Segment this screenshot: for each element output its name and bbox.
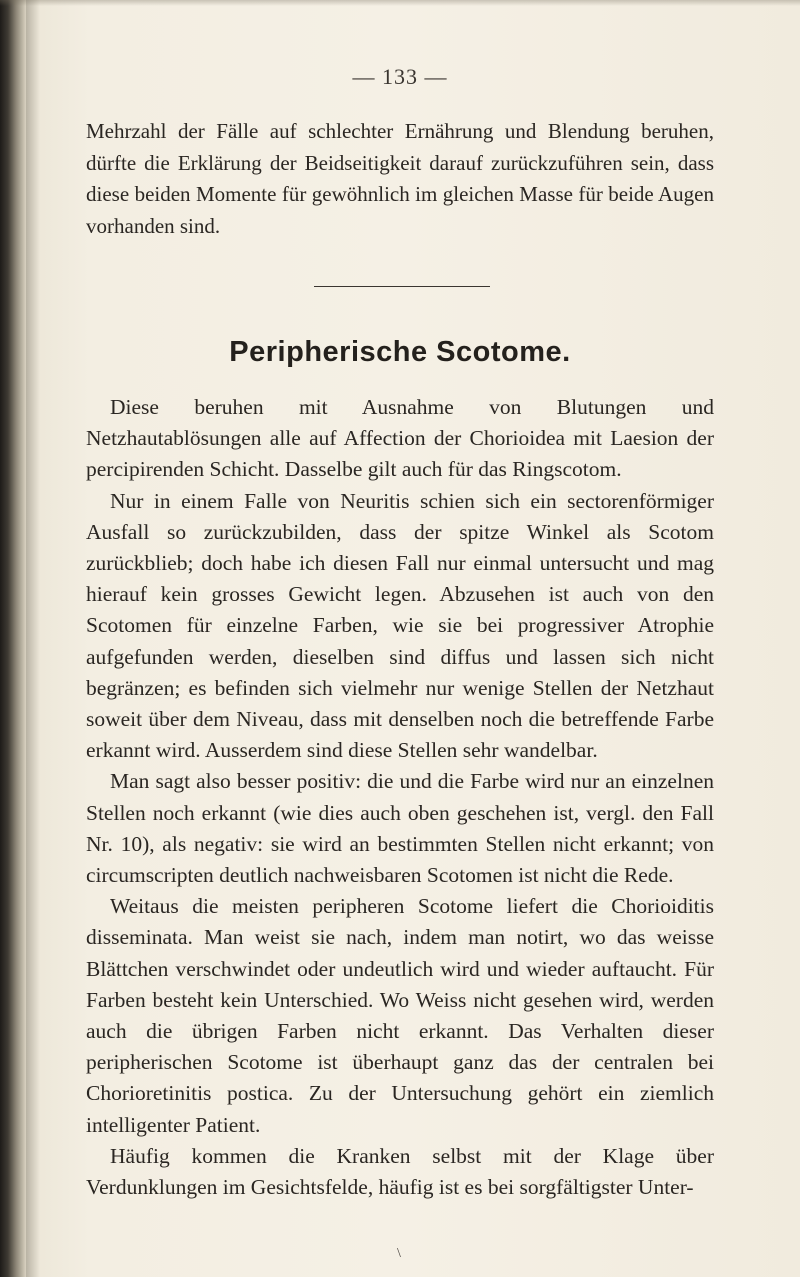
paragraph-2: Nur in einem Falle von Neuritis schien sich ein sectorenförmiger Ausfall so zurückzubilden, dass der spitze Winkel als Scotom zurückblieb; doch habe ich diesen Fall nur einmal untersucht und mag hierauf kein grosses Gewicht legen. Abzusehen ist auch von den Scotomen für einzelne Farben, wie sie bei progressiver Atrophie aufgefunden werden, dieselben sind diffus und lassen sich nicht begränzen; es befinden sich vielmehr nur wenige Stellen der Netzhaut soweit über dem Niveau, dass mit denselben noch die betreffende Farbe erkannt wird. Ausserdem sind diese Stellen sehr wandelbar. [86,488,714,763]
page-number: — 133 — [352,64,448,89]
section-divider-rule [314,286,490,287]
paragraph-4: Weitaus die meisten peripheren Scotome liefert die Chorioiditis disseminata. Man weist sie nach, indem man notirt, wo das weisse Blättchen verschwindet oder undeutlich wird und wieder auftaucht. Für Farben besteht kein Unterschied. Wo Weiss nicht gesehen wird, werden auch die übrigen Farben nicht erkannt. Das Verhalten dieser peripherischen Scotome ist überhaupt ganz das der centralen bei Chorioretinitis postica. Zu der Untersuchung gehört ein ziemlich intelligenter Patient. [86,894,714,1137]
intro-paragraph: Mehrzahl der Fälle auf schlechter Ernährung und Blendung beruhen, dürfte die Erklärung der Beidseitigkeit darauf zurückzuführen sein, dass diese beiden Momente für gewöhnlich im gleichen Masse für beide Augen vorhanden sind. [86,119,714,238]
paragraph-1: Diese beruhen mit Ausnahme von Blutungen und Netzhautablösungen alle auf Affection der Chorioidea mit Laesion der percipirenden Schicht. Dasselbe gilt auch für das Ringscotom. [86,395,714,482]
paragraph-3: Man sagt also besser positiv: die und die Farbe wird nur an einzelnen Stellen noch erkannt (wie dies auch oben geschehen ist, vergl. den Fall Nr. 10), als negativ: sie wird an bestimmten Stellen nicht erkannt; von circumscripten deutlich nachweisbaren Scotomen ist nicht die Rede. [86,769,714,888]
stray-ink-mark: \ [397,1246,401,1261]
page-top-edge [0,0,800,6]
intro-text-block [86,116,714,242]
binding-shadow [26,0,40,1277]
section-body [86,392,714,1203]
page-binding-edge [0,0,26,1277]
section-heading: Peripherische Scotome. [229,336,571,368]
paragraph-5: Häufig kommen die Kranken selbst mit der Klage über Verdunklungen im Gesichtsfelde, häufig ist es bei sorgfältigster Unter- [86,1143,714,1200]
